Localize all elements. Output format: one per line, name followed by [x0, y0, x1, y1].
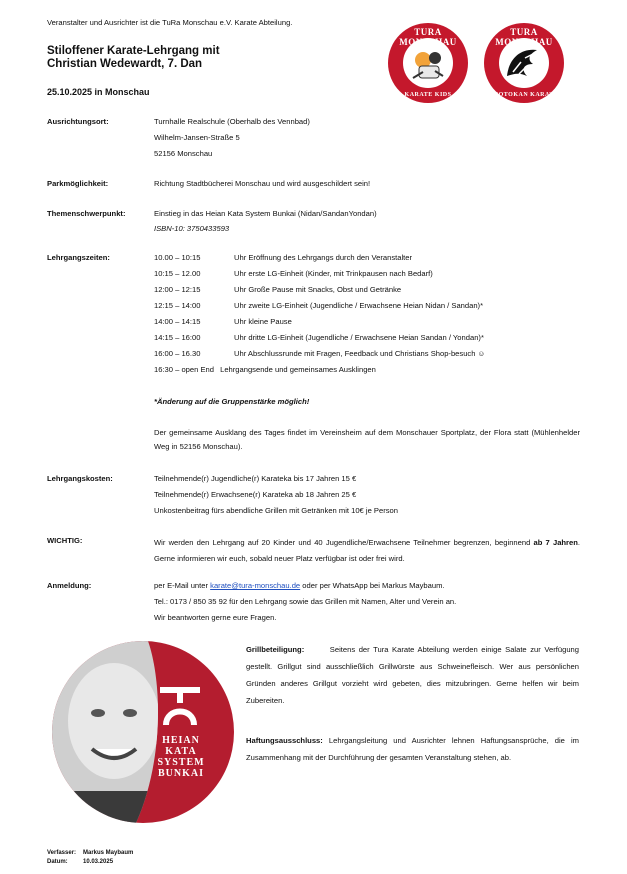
liability-paragraph	[246, 732, 579, 766]
schedule-activities	[234, 252, 485, 364]
costs-label: Lehrgangskosten:	[47, 474, 113, 483]
registration-label: Anmeldung:	[47, 581, 92, 590]
cost-adult: Teilnehmende(r) Erwachsene(r) Karateka ab 18 Jahren 25 €	[154, 490, 357, 499]
theme-text: Einstieg in das Heian Kata System Bunkai (Nidan/SandanYondan)	[154, 209, 377, 218]
costs-block	[154, 473, 398, 521]
important-age: ab 7 Jahren	[533, 538, 578, 547]
page-title	[47, 45, 220, 71]
event-date: 25.10.2025 in Monschau	[47, 87, 150, 97]
registration-pre: per E-Mail unter	[154, 581, 211, 590]
schedule-time: 12:00 – 12:15	[154, 285, 201, 294]
organizer-line: Veranstalter und Ausrichter ist die TuRa Monschau e.V. Karate Abteilung.	[47, 18, 293, 27]
logo-left-top-text: TURA MONSCHAU	[399, 27, 457, 47]
logo-right-top-text: TURA MONSCHAU	[495, 27, 553, 47]
schedule-activity: Uhr Abschlussrunde mit Fragen, Feedback und Christians Shop-besuch ☺	[234, 349, 486, 358]
logo-right-bottom-text: SHOTOKAN KARATE	[489, 92, 559, 98]
footer-date: 10.03.2025	[83, 859, 114, 865]
schedule-time: 12:15 – 14:00	[154, 301, 201, 310]
footer-date-row	[47, 858, 133, 867]
schedule-activity: Uhr dritte LG-Einheit (Jugendliche / Erwachsene Heian Sandan / Yondan)*	[234, 333, 484, 342]
logo-left-bottom-text: KARATE KIDS	[404, 92, 452, 98]
footer-date-label: Datum:	[47, 859, 68, 865]
schedule-closing: Der gemeinsame Ausklang des Tages findet im Vereinsheim auf dem Monschauer Sportplatz, der Flora statt (Mühlenhelder Weg in 52156 Monschau).	[154, 428, 580, 451]
important-text-a: Wir werden den Lehrgang auf 20 Kinder und 40 Jugendliche/Erwachsene Teilnehmer begrenzen, beginnend	[154, 538, 534, 547]
parking-label: Parkmöglichkeit:	[47, 179, 109, 188]
cost-youth: Teilnehmende(r) Jugendliche(r) Karateka bis 17 Jahren 15 €	[154, 474, 357, 483]
title-line-1: Stiloffener Karate-Lehrgang mit	[47, 45, 220, 57]
schedule-activity: Uhr Eröffnung des Lehrgangs durch den Veranstalter	[234, 253, 413, 262]
footer-author-label: Verfasser:	[47, 850, 77, 856]
liability-label: Haftungsausschluss:	[246, 736, 323, 745]
badge-line-1: HEIAN	[162, 735, 200, 746]
badge-line-4: BUNKAI	[157, 768, 204, 779]
registration-block	[154, 580, 456, 628]
grill-text: Seitens der Tura Karate Abteilung werden einige Salate zur Verfügung gestellt. Grillgut sind ausschließlich Grillwürste aus Schweinefleisch. Wer aus persönlichen Gründen anderes Grillgut vorzieht wird gebeten, dies mitzubringen. Gerne helfen wir beim Zubereiten.	[246, 645, 579, 705]
portrait-circle	[52, 641, 234, 823]
schedule-label: Lehrgangszeiten:	[47, 253, 110, 262]
shotokan-logo	[484, 23, 564, 103]
title-line-2: Christian Wedewardt, 7. Dan	[47, 58, 203, 70]
important-text-b: . Gerne informieren wir euch, sobald neuer Platz verfügbar ist oder frei wird.	[154, 538, 580, 563]
venue-block	[154, 116, 310, 164]
email-link[interactable]: karate@tura-monschau.de	[210, 581, 301, 590]
schedule-time: 14:15 – 16:00	[154, 333, 201, 342]
parking-text: Richtung Stadtbücherei Monschau und wird ausgeschildert sein!	[154, 179, 371, 188]
badge-text	[148, 735, 214, 779]
venue-line-1: Turnhalle Realschule (Oberhalb des Vennbad)	[154, 117, 310, 126]
registration-line-1	[154, 580, 456, 596]
venue-label: Ausrichtungsort:	[47, 117, 109, 126]
schedule-time: 14:00 – 14:15	[154, 317, 201, 326]
schedule-activity: Uhr kleine Pause	[234, 317, 292, 326]
footer-author-row	[47, 849, 133, 858]
important-text	[154, 535, 580, 567]
registration-line-2: Tel.: 0173 / 850 35 92 für den Lehrgang sowie das Grillen mit Namen, Alter und Verein an.	[154, 597, 457, 606]
schedule-last-time: 16:30 – open End	[154, 365, 214, 374]
heian-symbol-icon	[160, 687, 200, 725]
schedule-times	[154, 252, 200, 364]
badge-line-2: KATA	[165, 746, 197, 757]
grill-paragraph	[246, 641, 579, 709]
important-label: WICHTIG:	[47, 536, 83, 545]
isbn-text: ISBN-10: 3750433593	[154, 224, 230, 233]
liability-text: Lehrgangsleitung und Ausrichter lehnen Haftungsansprüche, die im Zusammenhang mit der Durchführung der gesamten Veranstaltung stehen, ab.	[246, 736, 579, 762]
schedule-time: 16:00 – 16.30	[154, 349, 201, 358]
registration-post: oder per WhatsApp bei Markus Maybaum.	[300, 581, 445, 590]
schedule-last-row	[154, 364, 376, 375]
venue-line-3: 52156 Monschau	[154, 149, 213, 158]
schedule-time: 10:15 – 12.00	[154, 269, 201, 278]
schedule-time: 10.00 – 10:15	[154, 253, 201, 262]
karate-kids-logo	[388, 23, 468, 103]
schedule-last-activity: Lehrgangsende und gemeinsames Ausklingen	[220, 365, 376, 374]
venue-line-2: Wilhelm-Jansen-Straße 5	[154, 133, 240, 142]
portrait-icon	[52, 641, 234, 823]
cost-grill: Unkostenbeitrag fürs abendliche Grillen mit Getränken mit 10€ je Person	[154, 506, 398, 515]
schedule-activity: Uhr Große Pause mit Snacks, Obst und Getränke	[234, 285, 402, 294]
footer-author: Markus Maybaum	[83, 850, 134, 856]
grill-label: Grillbeteiligung:	[246, 645, 305, 654]
badge-line-3: SYSTEM	[157, 757, 205, 768]
schedule-note: *Änderung auf die Gruppenstärke möglich!	[154, 397, 310, 406]
registration-line-3: Wir beantworten gerne eure Fragen.	[154, 613, 277, 622]
schedule-activity: Uhr erste LG-Einheit (Kinder, mit Trinkpausen nach Bedarf)	[234, 269, 433, 278]
footer	[47, 849, 133, 867]
theme-label: Themenschwerpunkt:	[47, 209, 126, 218]
schedule-activity: Uhr zweite LG-Einheit (Jugendliche / Erwachsene Heian Nidan / Sandan)*	[234, 301, 484, 310]
